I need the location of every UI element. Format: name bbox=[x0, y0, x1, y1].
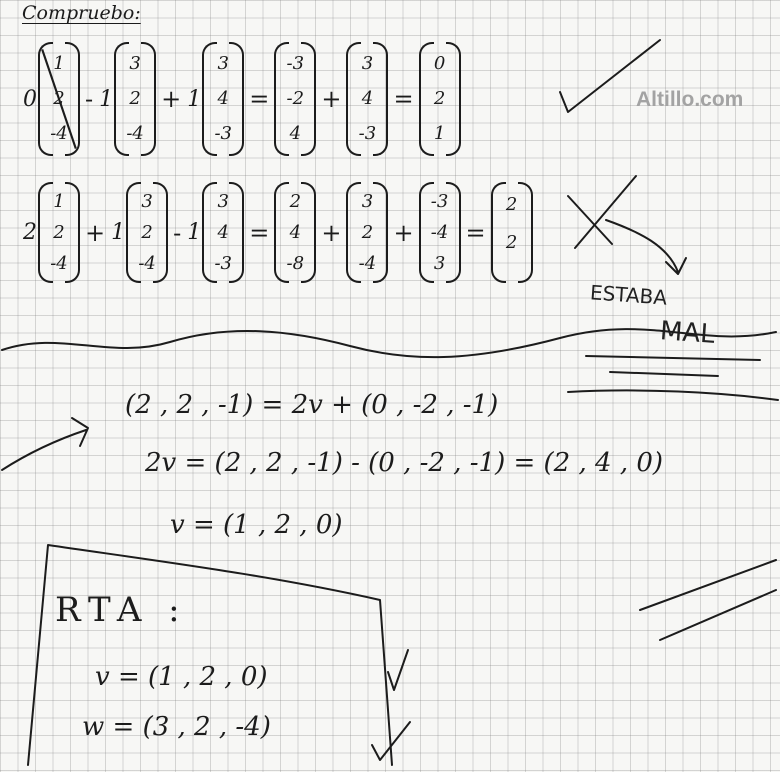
underline-stroke bbox=[610, 372, 718, 376]
vector-entry: 2 bbox=[433, 87, 446, 109]
vector-entry: -4 bbox=[358, 252, 377, 274]
vector-entry: -3 bbox=[430, 190, 449, 212]
vector-entry: 1 bbox=[53, 52, 65, 74]
operator: + bbox=[321, 85, 342, 113]
cross-icon bbox=[568, 176, 636, 248]
diagonal-line bbox=[660, 590, 776, 640]
operator: = bbox=[249, 218, 270, 247]
result-vector bbox=[274, 180, 316, 285]
answer-label: RTA : bbox=[55, 590, 188, 630]
vector-entry: -4 bbox=[50, 252, 68, 274]
vector-entry: -3 bbox=[214, 123, 232, 145]
vector-entry: 2 bbox=[505, 232, 518, 254]
checkmark-icon bbox=[388, 650, 408, 690]
operator: = bbox=[249, 85, 270, 113]
arrow-right-icon bbox=[2, 418, 88, 470]
page-title: Compruebo: bbox=[22, 2, 141, 24]
long-line bbox=[568, 390, 778, 400]
check-row-1 bbox=[22, 40, 461, 158]
vector-entry: -4 bbox=[138, 252, 156, 274]
vector-entry: 4 bbox=[217, 87, 229, 109]
vector-entry: 3 bbox=[217, 52, 229, 74]
vector-entry: -4 bbox=[430, 221, 449, 243]
term-vector bbox=[202, 40, 244, 158]
term-vector bbox=[126, 180, 168, 285]
result-vector bbox=[346, 180, 388, 285]
operator: + bbox=[85, 218, 106, 247]
term-vector bbox=[38, 180, 80, 285]
vector-entry: 1 bbox=[53, 190, 65, 212]
vector-entry: -2 bbox=[286, 87, 305, 109]
result-vector bbox=[419, 40, 461, 158]
vector-entry: -4 bbox=[50, 123, 68, 145]
term-vector bbox=[202, 180, 244, 285]
result-vector bbox=[419, 180, 461, 285]
underline-stroke bbox=[586, 356, 760, 360]
page-edge-line bbox=[640, 560, 776, 610]
vector-entry: 3 bbox=[433, 252, 446, 274]
strikethrough-icon bbox=[38, 40, 80, 158]
arrow-note-icon bbox=[606, 220, 686, 274]
operator: + bbox=[393, 218, 414, 247]
coefficient: 1 bbox=[111, 220, 126, 245]
result-vector bbox=[274, 40, 316, 158]
check-row-2 bbox=[22, 180, 533, 285]
vector-entry: 3 bbox=[361, 52, 374, 74]
note-estaba: ESTABA bbox=[589, 280, 668, 310]
equation-2: 2v = (2 , 2 , -1) - (0 , -2 , -1) = (2 , 4 , 0) bbox=[145, 448, 664, 478]
vector-entry: 4 bbox=[289, 221, 302, 243]
vector-entry: 3 bbox=[361, 190, 374, 212]
coefficient: 2 bbox=[23, 220, 37, 245]
vector-entry: 2 bbox=[141, 221, 153, 243]
vector-entry: 2 bbox=[129, 87, 141, 109]
coefficient: 1 bbox=[187, 86, 202, 112]
operator: + bbox=[161, 85, 182, 113]
vector-entry: -3 bbox=[214, 252, 232, 274]
vector-entry: 2 bbox=[53, 221, 65, 243]
coefficient: 1 bbox=[187, 220, 202, 245]
operator: = bbox=[393, 85, 414, 113]
coefficient: 0 bbox=[23, 86, 37, 112]
result-vector bbox=[491, 180, 533, 285]
vector-entry: 4 bbox=[361, 87, 374, 109]
vector-entry: 2 bbox=[505, 194, 518, 216]
equation-1: (2 , 2 , -1) = 2v + (0 , -2 , -1) bbox=[125, 390, 499, 420]
term-vector bbox=[114, 40, 156, 158]
coefficient: 1 bbox=[99, 86, 114, 112]
vector-entry: 3 bbox=[217, 190, 229, 212]
vector-entry: 3 bbox=[129, 52, 141, 74]
vector-entry: 2 bbox=[53, 87, 65, 109]
operator: = bbox=[465, 218, 486, 247]
vector-entry: 1 bbox=[433, 123, 446, 145]
vector-entry: 4 bbox=[289, 123, 302, 145]
watermark: Altillo.com bbox=[636, 88, 744, 111]
equation-3: v = (1 , 2 , 0) bbox=[170, 510, 343, 540]
vector-entry: 2 bbox=[289, 190, 302, 212]
answer-w: w = (3 , 2 , -4) bbox=[82, 712, 271, 742]
answer-v: v = (1 , 2 , 0) bbox=[95, 662, 268, 692]
vector-entry: -3 bbox=[358, 123, 377, 145]
vector-entry: -8 bbox=[286, 252, 305, 274]
operator: + bbox=[321, 218, 342, 247]
note-mal: MAL bbox=[659, 316, 716, 350]
vector-entry: 4 bbox=[217, 221, 229, 243]
term-vector bbox=[38, 40, 80, 158]
result-vector bbox=[346, 40, 388, 158]
vector-entry: 3 bbox=[141, 190, 153, 212]
operator: - bbox=[173, 218, 182, 247]
operator: - bbox=[85, 85, 94, 113]
checkmark-icon bbox=[372, 722, 410, 760]
vector-entry: 2 bbox=[361, 221, 374, 243]
vector-entry: -4 bbox=[126, 123, 144, 145]
vector-entry: 0 bbox=[433, 52, 446, 74]
vector-entry: -3 bbox=[286, 52, 305, 74]
